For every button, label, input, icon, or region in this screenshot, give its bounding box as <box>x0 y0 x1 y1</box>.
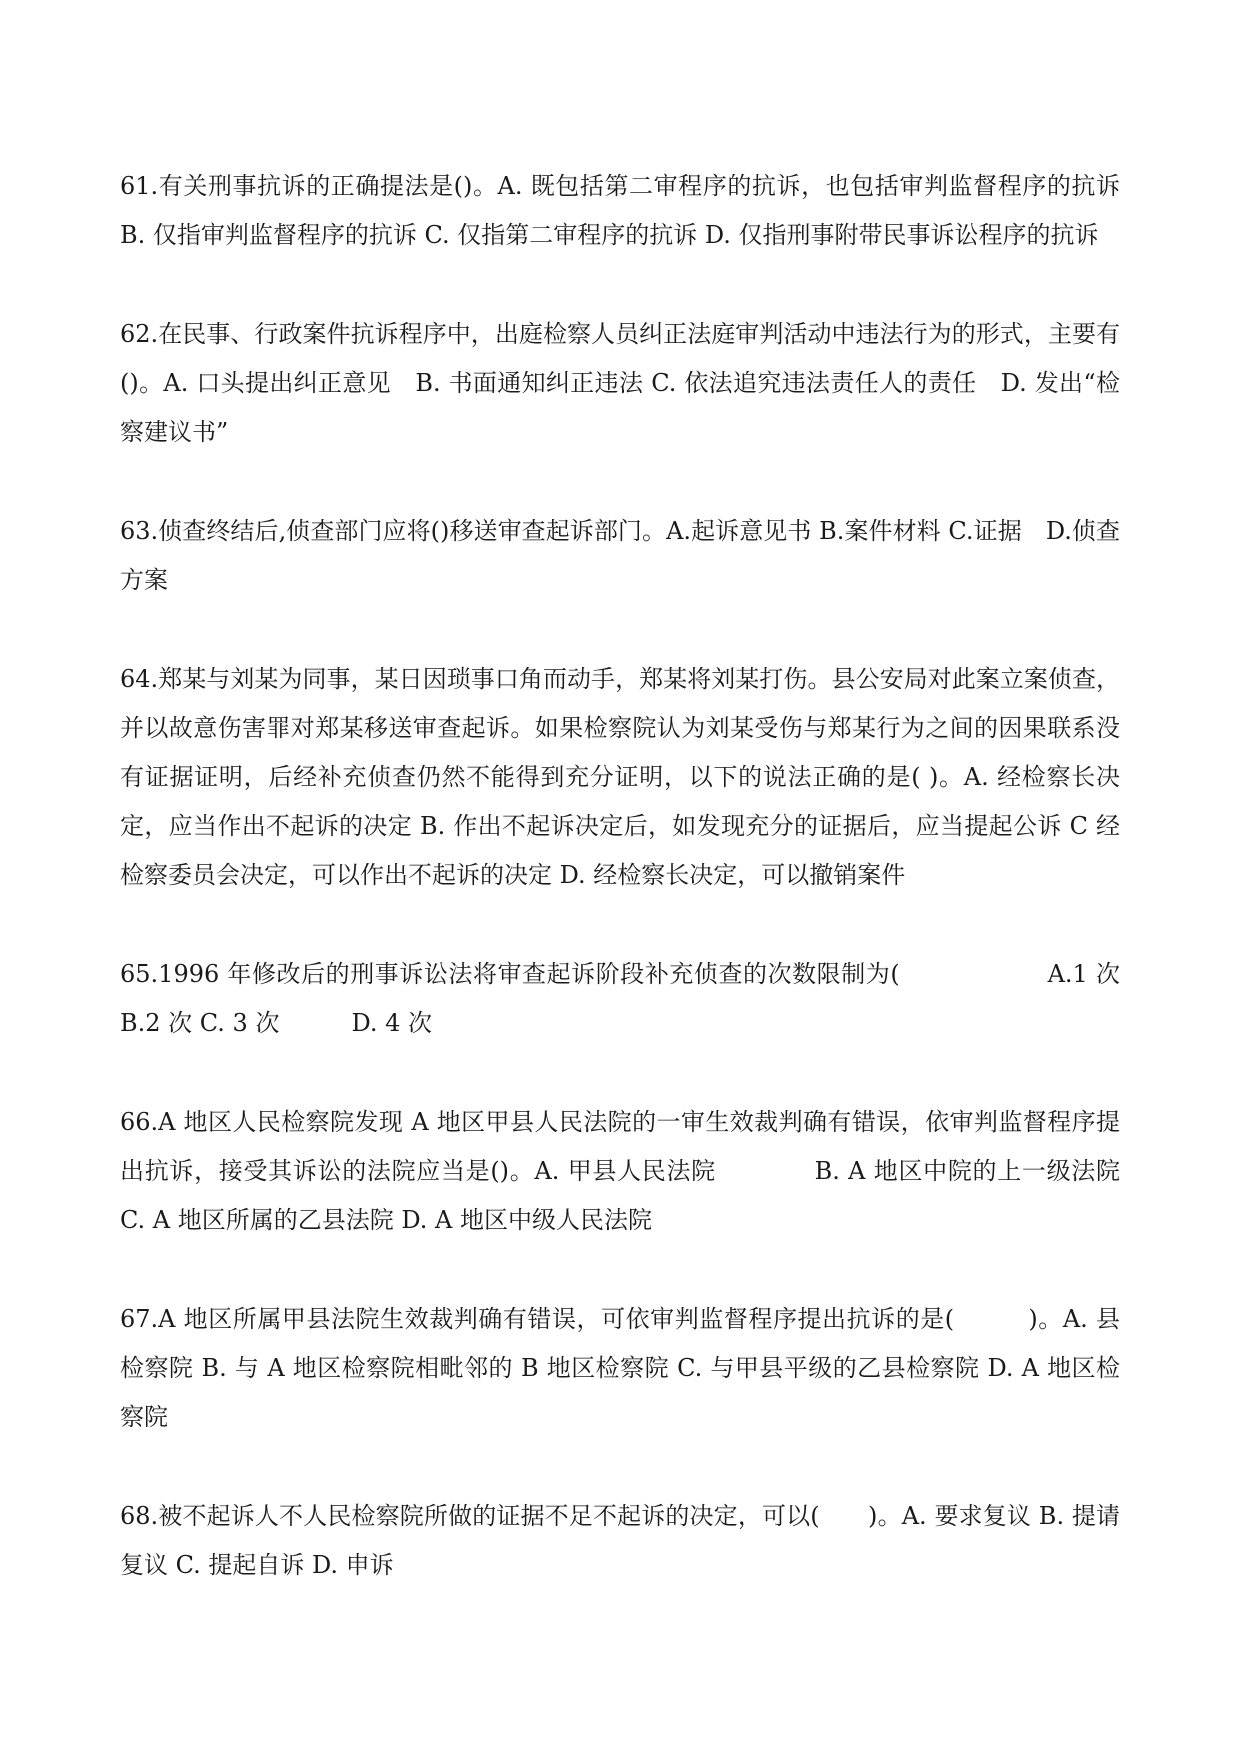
question-68: 68.被不起诉人不人民检察院所做的证据不足不起诉的决定，可以( )。A. 要求复议 B. 提请复议 C. 提起自诉 D. 申诉 <box>120 1502 1120 1579</box>
document-page <box>120 162 1120 1640</box>
question-61: 61.有关刑事抗诉的正确提法是()。A. 既包括第二审程序的抗诉，也包括审判监督程序的抗诉 B. 仅指审判监督程序的抗诉 C. 仅指第二审程序的抗诉 D. 仅指刑事附带民事诉讼程序的抗诉 <box>120 172 1120 249</box>
question-63: 63.侦查终结后,侦查部门应将()移送审查起诉部门。A.起诉意见书 B.案件材料 C.证据 D.侦查方案 <box>120 517 1120 594</box>
question-67: 67.A 地区所属甲县法院生效裁判确有错误，可依审判监督程序提出抗诉的是( )。A. 县检察院 B. 与 A 地区检察院相毗邻的 B 地区检察院 C. 与甲县平级的乙县检察院 D. A 地区检察院 <box>120 1305 1120 1431</box>
question-62: 62.在民事、行政案件抗诉程序中，出庭检察人员纠正法庭审判活动中违法行为的形式，主要有()。A. 口头提出纠正意见 B. 书面通知纠正违法 C. 依法追究违法责任人的责任 D. 发出“检察建议书” <box>120 320 1120 446</box>
question-66: 66.A 地区人民检察院发现 A 地区甲县人民法院的一审生效裁判确有错误，依审判监督程序提出抗诉，接受其诉讼的法院应当是()。A. 甲县人民法院 B. A 地区中院的上一级法院 C. A 地区所属的乙县法院 D. A 地区中级人民法院 <box>120 1108 1120 1234</box>
question-65: 65.1996 年修改后的刑事诉讼法将审查起诉阶段补充侦查的次数限制为( A.1 次 B.2 次 C. 3 次 D. 4 次 <box>120 960 1120 1037</box>
question-64: 64.郑某与刘某为同事，某日因琐事口角而动手，郑某将刘某打伤。县公安局对此案立案侦查，并以故意伤害罪对郑某移送审查起诉。如果检察院认为刘某受伤与郑某行为之间的因果联系没有证据证明，后经补充侦查仍然不能得到充分证明，以下的说法正确的是( )。A. 经检察长决定，应当作出不起诉的决定 B. 作出不起诉决定后，如发现充分的证据后，应当提起公诉 C 经检察委员会决定，可以作出不起诉的决定 D. 经检察长决定，可以撤销案件 <box>120 665 1120 889</box>
